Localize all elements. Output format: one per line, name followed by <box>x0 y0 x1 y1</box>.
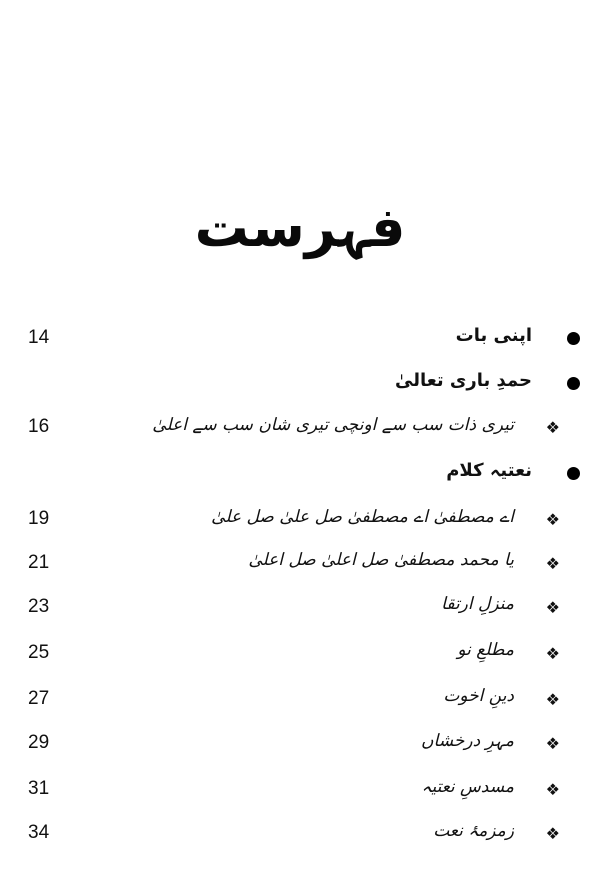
bullet-dot-icon <box>567 467 580 480</box>
toc-item-row <box>0 638 600 672</box>
page-number: 23 <box>28 596 50 617</box>
page-number: 34 <box>28 822 50 843</box>
diamond-bullet-icon: ❖ <box>545 418 560 437</box>
toc-section-row <box>0 323 600 357</box>
diamond-bullet-icon: ❖ <box>545 734 560 753</box>
toc-section-row <box>0 368 600 402</box>
toc-item-row <box>0 412 600 446</box>
page-number: 31 <box>28 778 50 799</box>
page-number: 21 <box>28 552 50 573</box>
toc-item-row <box>0 548 600 582</box>
section-title: نعتیہ کلام <box>446 460 532 481</box>
page-number: 19 <box>28 508 50 529</box>
diamond-bullet-icon: ❖ <box>545 510 560 529</box>
diamond-bullet-icon: ❖ <box>545 644 560 663</box>
diamond-bullet-icon: ❖ <box>545 824 560 843</box>
item-title: منزلِ ارتقا <box>441 594 514 614</box>
page-number: 16 <box>28 416 50 437</box>
diamond-bullet-icon: ❖ <box>545 780 560 799</box>
diamond-bullet-icon: ❖ <box>545 554 560 573</box>
item-title: دینِ اخوت <box>443 686 514 706</box>
item-title: زمزمۂ نعت <box>433 821 514 841</box>
page-number: 29 <box>28 732 50 753</box>
toc-item-row <box>0 504 600 538</box>
item-title: تیری ذات سب سے اونچی تیری شان سب سے اعلیٰ <box>152 415 514 435</box>
item-title: مسدسِ نعتیہ <box>421 777 514 797</box>
page-number: 14 <box>28 327 50 348</box>
item-title: یا محمد مصطفیٰ صل اعلیٰ صل اعلیٰ <box>248 550 514 570</box>
section-title: حمدِ باری تعالیٰ <box>395 370 532 391</box>
toc-item-row <box>0 818 600 852</box>
page-title: فہرست <box>194 196 406 259</box>
diamond-bullet-icon: ❖ <box>545 598 560 617</box>
section-title: اپنی بات <box>455 325 532 346</box>
toc-item-row <box>0 728 600 762</box>
bullet-dot-icon <box>567 377 580 390</box>
toc-item-row <box>0 684 600 718</box>
page-number: 27 <box>28 688 50 709</box>
bullet-dot-icon <box>567 332 580 345</box>
item-title: اے مصطفیٰ اے مصطفیٰ صل علیٰ صل علیٰ <box>211 507 514 527</box>
page-number: 25 <box>28 642 50 663</box>
diamond-bullet-icon: ❖ <box>545 690 560 709</box>
toc-item-row <box>0 592 600 626</box>
item-title: مہرِ درخشاں <box>421 731 514 751</box>
toc-section-row <box>0 458 600 492</box>
toc-item-row <box>0 774 600 808</box>
item-title: مطلعِ نو <box>457 640 514 660</box>
